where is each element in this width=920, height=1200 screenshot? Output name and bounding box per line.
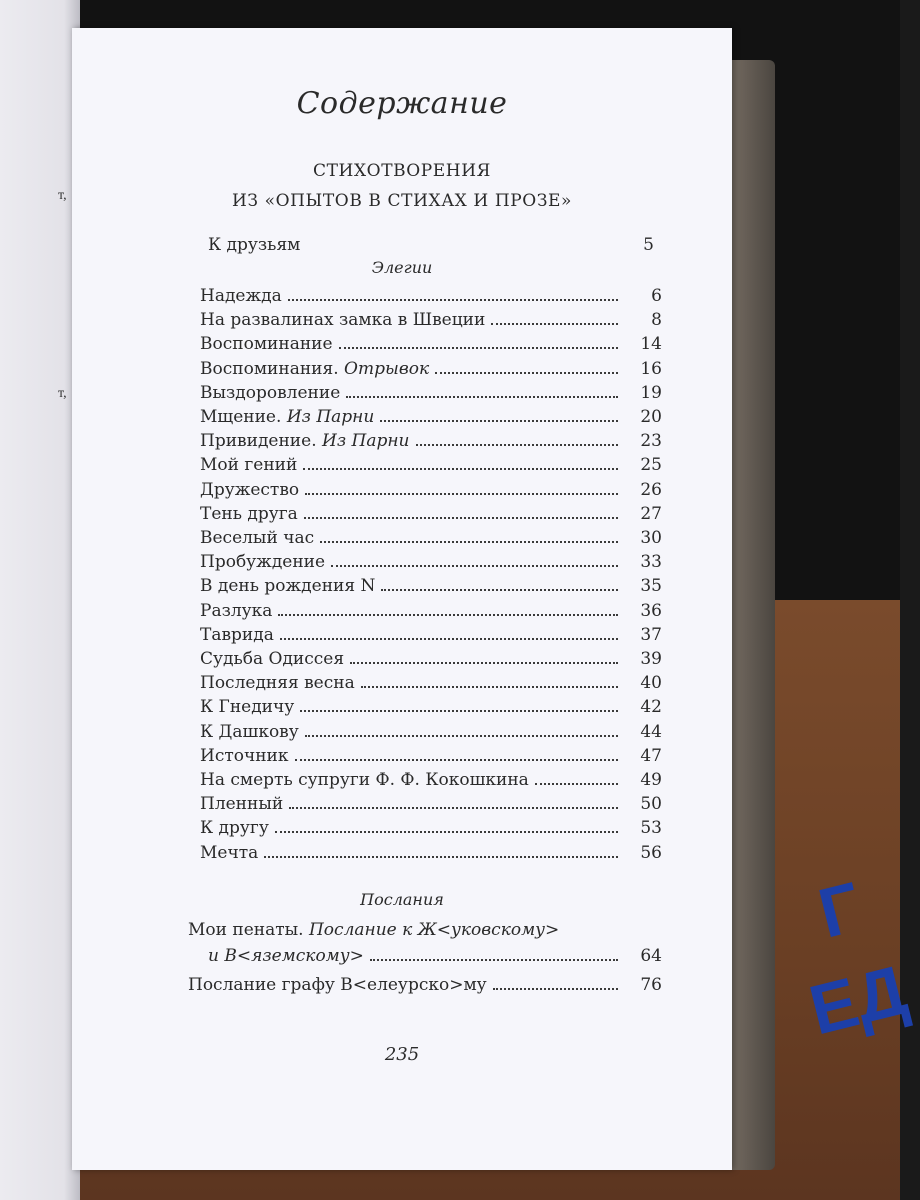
toc-entry (200, 548, 662, 572)
toc-entry (200, 597, 662, 621)
toc-entry-page: 64 (640, 946, 662, 966)
toc-entry-page: 16 (640, 359, 662, 379)
toc-entry-page: 5 (643, 235, 654, 255)
leader-dots (493, 988, 618, 990)
toc-entry (208, 942, 662, 966)
toc-entry-title (200, 818, 269, 838)
toc-entry-title-main: К другу (200, 818, 269, 838)
toc-entry (200, 476, 662, 500)
toc-entry-title (188, 920, 559, 940)
toc-entry-title (200, 528, 314, 548)
toc-entry-page: 35 (640, 576, 662, 596)
toc-entry-title-main: Судьба Одиссея (200, 649, 345, 669)
toc-entry-title-main: Мой гений (200, 455, 298, 475)
toc-entry-page: 47 (640, 746, 662, 766)
leader-dots (303, 468, 618, 470)
toc-entry-title (200, 286, 282, 306)
toc-entry-title-main: Пробуждение (200, 552, 326, 572)
toc-entry-title-sub: Из Парни (322, 431, 410, 451)
page-title: Содержание (296, 86, 508, 121)
toc-entry (200, 500, 662, 524)
toc-entry (200, 572, 662, 596)
toc-entry-page: 44 (640, 722, 662, 742)
toc-entry-title-sub: Из Парни (286, 407, 375, 427)
leader-dots (305, 493, 618, 495)
leader-dots (380, 420, 618, 422)
toc-entry (200, 282, 662, 306)
book-page (72, 28, 732, 1170)
toc-entry-title (200, 552, 325, 572)
section-title-line-1: СТИХОТВОРЕНИЯ (312, 161, 491, 181)
toc-entry-page: 33 (640, 552, 662, 572)
leader-dots (320, 541, 618, 543)
toc-entry-title-sub: Отрывок (344, 359, 430, 379)
leader-dots (339, 347, 618, 349)
toc-entry-title-sub: Послание к Ж<уковскому> (308, 920, 560, 940)
toc-entry-title (200, 383, 340, 403)
toc-entry-title (200, 504, 298, 524)
toc-entry (200, 621, 662, 645)
toc-entry-title-main: Тень друга (200, 504, 298, 524)
toc-entry-title (200, 455, 297, 475)
stamp-letter: Г (811, 867, 869, 953)
toc-entry-title-main: Разлука (200, 601, 273, 621)
toc-entry-title-main: Мщение. (200, 407, 282, 427)
toc-entry (200, 839, 662, 863)
toc-entry (200, 330, 662, 354)
toc-entry (200, 524, 662, 548)
toc-entry-title-main: Источник (200, 746, 289, 766)
toc-entry-title (200, 746, 289, 766)
toc-entry-title-main: Мечта (200, 843, 259, 863)
toc-entry-title (200, 843, 258, 863)
toc-entry-page: 26 (640, 480, 662, 500)
leader-dots (280, 638, 618, 640)
toc-entry-page: 25 (640, 455, 662, 475)
toc-entry-title (200, 601, 272, 621)
toc-entry (200, 451, 662, 475)
toc-entry (188, 916, 662, 940)
toc-entry-title (200, 359, 429, 379)
leader-dots (278, 614, 618, 616)
blue-stamp (760, 860, 920, 1140)
toc-entry (200, 669, 662, 693)
toc-entry (200, 403, 662, 427)
left-page (0, 0, 80, 1200)
leader-dots (288, 299, 618, 301)
leader-dots (289, 807, 618, 809)
toc-entry-title-line2 (208, 946, 364, 966)
leader-dots (350, 662, 618, 664)
toc-entry (200, 766, 662, 790)
toc-entry-title-main: Привидение. (200, 431, 317, 451)
toc-entry (200, 379, 662, 403)
toc-entry-title-main: Выздоровление (200, 383, 341, 403)
toc-entry-page: 30 (640, 528, 662, 548)
toc-entry-title-main: Последняя весна (200, 673, 355, 693)
leader-dots (295, 759, 618, 761)
toc-entry-title-main: На смерть супруги Ф. Ф. Кокошкина (200, 770, 529, 790)
toc-entry-title (200, 310, 485, 330)
toc-entry (200, 790, 662, 814)
toc-entry-title-sub: и В<яземскому> (208, 946, 364, 966)
subsection-label: Элегии (371, 258, 433, 277)
toc-entry-title-main: Веселый час (200, 528, 315, 548)
toc-entry-page: 36 (640, 601, 662, 621)
toc-entry (200, 306, 662, 330)
toc-entry-page: 76 (640, 975, 662, 995)
toc-entry-title (200, 649, 344, 669)
toc-entry (208, 231, 654, 255)
toc-entry (200, 718, 662, 742)
leader-dots (304, 517, 618, 519)
toc-entry-title-main: Таврида (200, 625, 274, 645)
toc-entry-page: 23 (640, 431, 662, 451)
left-page-fragment: т, (58, 188, 67, 203)
leader-dots (346, 396, 618, 398)
leader-dots (264, 856, 618, 858)
leader-dots (331, 565, 618, 567)
toc-entry (200, 814, 662, 838)
toc-entry-title (200, 794, 283, 814)
toc-entry-title (200, 576, 375, 596)
section-title-line-2: ИЗ «ОПЫТОВ В СТИХАХ И ПРОЗЕ» (231, 191, 573, 211)
toc-entry-page: 50 (640, 794, 662, 814)
toc-entry-page: 53 (640, 818, 662, 838)
toc-entry-title (200, 625, 274, 645)
stamp-letter: ЕД (801, 950, 915, 1050)
toc-entry-title-main: На развалинах замка в Швеции (200, 310, 486, 330)
toc-entry-title (200, 673, 355, 693)
toc-entry-page: 8 (651, 310, 662, 330)
toc-entry-title (200, 480, 299, 500)
toc-entry (200, 742, 662, 766)
leader-dots (305, 735, 618, 737)
toc-entry (200, 693, 662, 717)
toc-entry-title-main: Пленный (200, 794, 284, 814)
toc-entry-title-main: Дружество (200, 480, 300, 500)
toc-entry-title-main: В день рождения N (200, 576, 376, 596)
toc-entry (200, 355, 662, 379)
toc-entry (188, 971, 662, 995)
toc-entry-page: 27 (640, 504, 662, 524)
toc-entry (200, 427, 662, 451)
toc-entry-title (200, 697, 294, 717)
toc-entry-title-main: Воспоминания. (200, 359, 339, 379)
toc-entry-title-main: К Дашкову (200, 722, 299, 742)
toc-entry-title-main: К Гнедичу (200, 697, 295, 717)
toc-entry-page: 20 (640, 407, 662, 427)
page-number: 235 (384, 1044, 420, 1065)
toc-entry (200, 645, 662, 669)
toc-entry-page: 49 (640, 770, 662, 790)
toc-entry-page: 56 (640, 843, 662, 863)
toc-entry-page: 37 (640, 625, 662, 645)
toc-entry-title (200, 407, 374, 427)
leader-dots (535, 783, 618, 785)
toc-entry-title (200, 770, 529, 790)
subsection-label: Послания (360, 890, 444, 909)
leader-dots (275, 831, 618, 833)
toc-entry-title-main: Надежда (200, 286, 282, 306)
toc-entry-page: 6 (651, 286, 662, 306)
toc-entry-page: 14 (640, 334, 662, 354)
toc-entry-title (200, 431, 410, 451)
leader-dots (491, 323, 618, 325)
left-page-fragment: т, (58, 386, 67, 401)
toc-entry-page: 42 (640, 697, 662, 717)
leader-dots (370, 959, 618, 961)
toc-entry-title-main: Воспоминание (200, 334, 333, 354)
toc-entry-page: 40 (640, 673, 662, 693)
toc-entry-page: 39 (640, 649, 662, 669)
toc-entry-page: 19 (640, 383, 662, 403)
leader-dots (435, 372, 618, 374)
toc-entry-title (200, 334, 333, 354)
toc-entry-title (200, 722, 299, 742)
leader-dots (381, 589, 618, 591)
toc-entry-title: К друзьям (208, 235, 301, 255)
toc-entry-title-main: Мои пенаты. (188, 920, 304, 940)
toc-entry-title: Послание графу В<елеурско>му (188, 975, 487, 995)
leader-dots (361, 686, 618, 688)
leader-dots (300, 710, 618, 712)
leader-dots (416, 444, 619, 446)
